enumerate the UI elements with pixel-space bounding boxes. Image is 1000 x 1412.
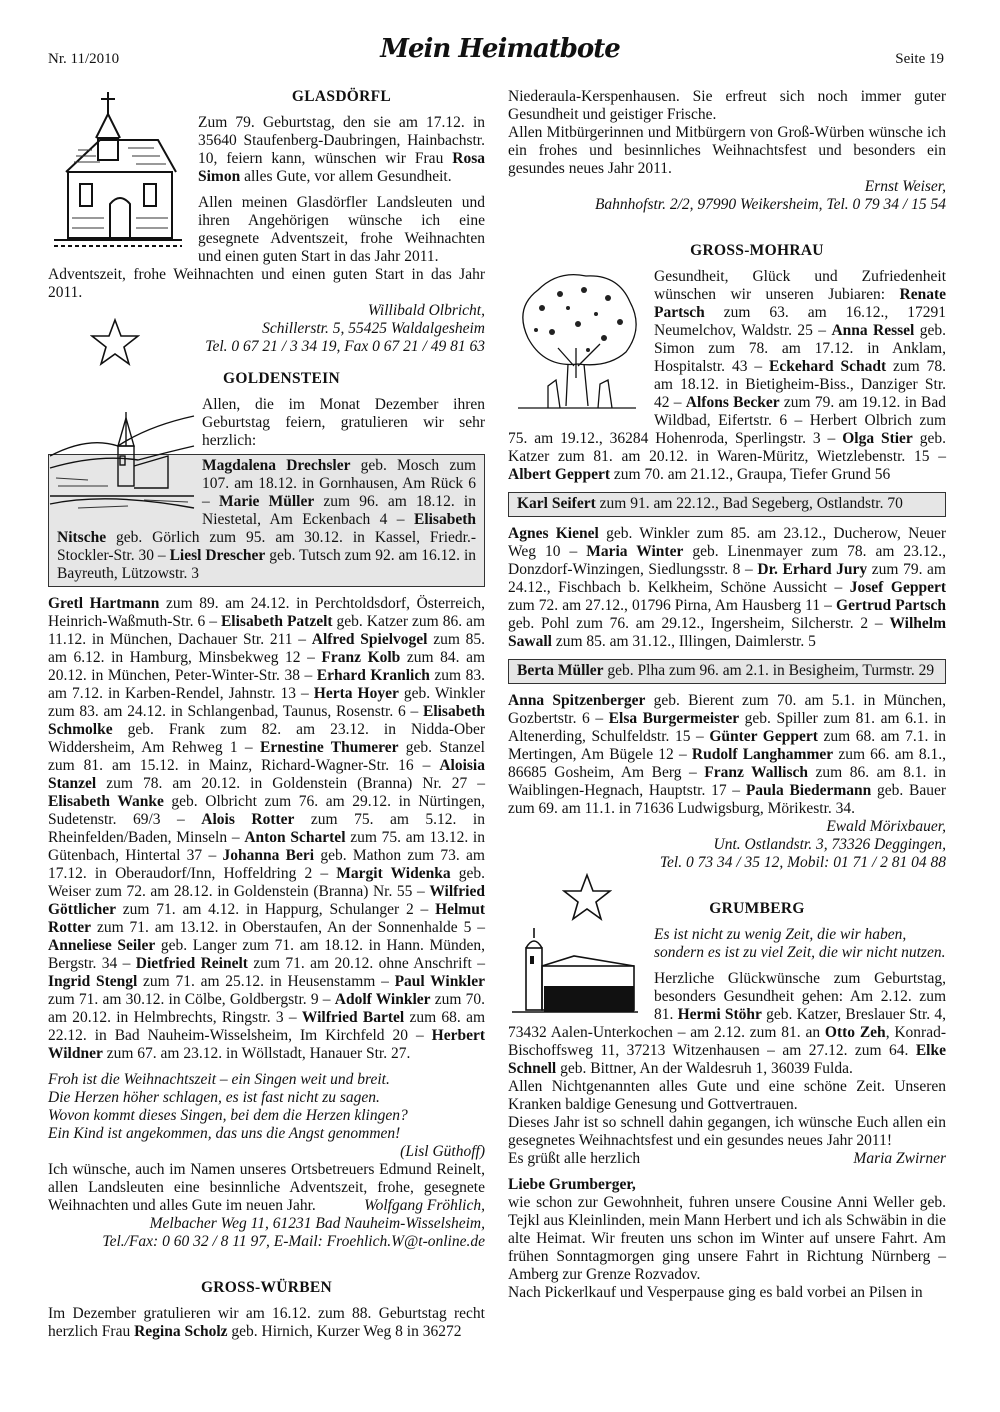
text-run: geb. Stanzel zum 81. am 15.12. in Mainz, Richard-Wagner-Str. 16 – (48, 739, 485, 774)
text-run: geb. Katzer, Breslauer Str. 4, 73432 Aalen-Unterkochen – am 2.12. zum 81. an (508, 1006, 946, 1041)
person-name: Dr. Erhard Jury (757, 561, 868, 578)
grosswuerben-paragraph: Im Dezember gratulieren wir am 16.12. zum 88. Geburtstag recht herzlich Frau Regina Scholz geb. Hirnich, Kurzer Weg 8 in 36272 (48, 1305, 485, 1340)
person-name: Franz Wallisch (704, 764, 808, 781)
text-run: Gesundheit, Glück und Zufriedenheit wünschen wir unseren Jubiaren: (654, 268, 946, 303)
person-name: Otto Zeh (824, 1024, 886, 1041)
text-run: geb. Simon zum 78. am 17.12. in Anklam, Hospitalstr. 43 – (654, 322, 946, 375)
person-name: Wilfried Bartel (301, 1009, 405, 1026)
text-run: geb. Winkler zum 83. am 24.12. in Schlangenbad, Taunus, Rosenstr. 6 – (48, 685, 486, 720)
text-run: geb. Görlich zum 95. am 30.12. in Kassel, Friedr.-Stockler-Str. 30 – (57, 529, 476, 564)
person-name: Helmut Rotter (48, 901, 485, 936)
section-heading-glasdoerfl: GLASDÖRFL (291, 88, 392, 105)
poem-line-2: Die Herzen höher schlagen, es ist fast nicht zu sagen. (48, 1089, 380, 1106)
person-name: Magdalena Drechsler (202, 457, 351, 474)
grosswuerben-signature: Ernst Weiser, (864, 178, 946, 195)
text-run: geb. Frank zum 82. am 23.12. in Nidda-Ober Widdersheim, Am Rehweg 1 – (48, 721, 485, 756)
text-run: geb. Mosch zum 107. am 18.12. in Gornhausen, Am Rück 6 – (202, 457, 477, 510)
person-name: Anna Spitzenberger (508, 692, 646, 709)
page-number: Seite 19 (895, 51, 944, 67)
person-name: Karl Seifert (517, 495, 596, 512)
person-name: Rudolf Langhammer (691, 746, 834, 763)
text-run: zum 91. am 22.12., Bad Segeberg, Ostlandstr. 70 (595, 495, 903, 512)
grumberg-signature: Maria Zwirner (853, 1150, 946, 1167)
text-run: geb. Olbricht zum 76. am 29.12. in Nürtingen, Sudetenstr. 69/3 – (48, 793, 485, 828)
text-run: zum 79. am 24.12., Fischbach b. Kelkheim, Schöne Aussicht – (508, 561, 946, 596)
person-name: Liesl Drescher (169, 547, 266, 564)
grumberg-paragraph-2: Allen Nichtgenannten alles Gute und eine schöne Zeit. Unseren Kranken baldige Genesung und Gottvertrauen. (508, 1078, 946, 1113)
grossmohrau-signature: Ewald Mörixbauer, (826, 818, 946, 835)
person-name: Alois Rotter (201, 811, 295, 828)
chapel-icon (48, 88, 188, 248)
text-run: geb. Mathon zum 73. am 17.12. in Oberaudorf/Inn, Hoffeldring 2 – (48, 847, 485, 882)
text-run: zum 71. am 13.12. in Oberstaufen, An der Sonnenhalde 5 – (91, 919, 485, 936)
person-name: Anton Schartel (244, 829, 346, 846)
section-heading-grossmohrau: GROSS-MOHRAU (690, 242, 824, 259)
text-run: geb. Linenmayer zum 78. am 23.12., Donzdorf-Winzingen, Siedlungsstr. 8 – (508, 543, 946, 578)
person-name: Wilhelm Sawall (508, 615, 946, 650)
goldenstein-birthday-list (48, 595, 485, 1063)
glasdoerfl-signature: Willibald Olbricht, (367, 302, 485, 319)
section-grosswuerben (48, 1279, 485, 1341)
left-column (48, 88, 485, 1341)
text-run: zum 68. am 7.1. in Mertingen, Am Bügele 12 – (508, 728, 946, 763)
section-glasdoerfl (48, 88, 485, 356)
letter-paragraph-1: wie schon zur Gewohnheit, fuhren unsere Cousine Anni Weller geb. Tejkl aus Kleinlinden, mein Mann Herbert und ich als Schwäbin in die alte Heimat. Wir freuten uns schon im Winter auf unsere Fahrt. Am frühen Sonntagmorgen ging unsere Fahrt in Richtung Nürnberg – Amberg zur Grenze Rozvadov. (508, 1194, 946, 1283)
goldenstein-poem (48, 1071, 485, 1143)
text-run: zum 67. am 23.12. in Wöllstadt, Hanauer Str. 27. (102, 1045, 411, 1062)
church-landscape-icon (48, 396, 196, 514)
person-name: Adolf Winkler (334, 991, 431, 1008)
tree-icon (508, 268, 644, 414)
person-name: Hermi Stöhr (677, 1006, 762, 1023)
poem-line-1: Froh ist die Weihnachtszeit – ein Singen weit und breit. (48, 1071, 390, 1088)
person-name: Renate Partsch (654, 286, 946, 321)
section-heading-grumberg: GRUMBERG (709, 900, 805, 917)
text-run: zum 75. am 13.12. in Gütenbach, Hintertal 37 – (48, 829, 485, 864)
person-name: Elisabeth Schmolke (48, 703, 485, 738)
text-run: , Konrad-Bischoffsweg 11, 37213 Witzenhausen – am 27.12. zum 64. (508, 1024, 947, 1059)
person-name: Maria Winter (586, 543, 684, 560)
text-run: zum 86. am 8.1. in Waiblingen-Hegnach, Hauptstr. 17 – (508, 764, 946, 799)
text-run: geb. Plha zum 96. am 2.1. in Besigheim, Turmstr. 29 (603, 662, 935, 679)
grosswuerben-address: Bahnhofstr. 2/2, 97990 Weikersheim, Tel. 0 79 34 / 15 54 (594, 196, 946, 213)
grossmohrau-box-1 (508, 492, 946, 517)
grumberg-church-illustration (508, 926, 642, 1022)
person-name: Johanna Beri (222, 847, 315, 864)
text-run: zum 63. am 16.12., 17291 Neumelchov, Waldstr. 25 – (654, 304, 946, 339)
person-name: Elsa Burgermeister (608, 710, 740, 727)
person-name: Ingrid Stengl (48, 973, 138, 990)
person-name: Herta Hoyer (313, 685, 399, 702)
goldenstein-address: Melbacher Weg 11, 61231 Bad Nauheim-Wisselsheim, (149, 1215, 485, 1232)
text-run: geb. Katzer zum 81. am 20.12. in Waren-Müritz, Wietzlebenstr. 15 – (508, 430, 946, 465)
text-run: zum 89. am 24.12. in Perchtoldsdorf, Österreich, Heinrich-Waßmuth-Str. 6 – (48, 595, 485, 630)
grumberg-quote: Es ist nicht zu wenig Zeit, die wir haben, sondern es ist zu viel Zeit, die wir nicht nutzen. (654, 926, 946, 961)
person-name: Herbert Wildner (48, 1027, 485, 1062)
person-name: Aloisia Stanzel (48, 757, 485, 792)
goldenstein-contact: Tel./Fax: 0 60 32 / 8 11 97, E-Mail: Froehlich.W@t-online.de (102, 1233, 485, 1250)
grosswuerben-continuation-1: Niederaula-Kerspenhausen. Sie erfreut sich noch immer guter Gesundheit und geistiger Frische. (508, 88, 946, 123)
person-name: Margit Widenka (336, 865, 451, 882)
star-icon (562, 873, 612, 921)
person-name: Elke Schnell (508, 1042, 946, 1077)
text-run: zum 71. am 20.12. ohne Anschrift – (247, 955, 485, 972)
person-name: Marie Müller (218, 493, 315, 510)
text-run: geb. Spiller zum 81. am 6.1. in Altenerding, Schulfeldstr. 15 – (508, 710, 946, 745)
person-name: Gretl Hartmann (48, 595, 160, 612)
goldenstein-intro: Allen, die im Monat Dezember ihren Geburtstag feiern, gratulieren wir sehr herzlich: (202, 396, 485, 449)
person-name: Berta Müller (517, 662, 604, 679)
text-run: zum 96. am 18.12. in Niestetal, Am Eckenbach 4 – (202, 493, 476, 528)
person-name: Wilfried Göttlicher (48, 883, 485, 918)
grumberg-paragraph-3: Dieses Jahr ist so schnell dahin gegangen, ich wünsche Euch allen ein gesegnetes Weihnachtsfest und ein gesundes neues Jahr 2011! (508, 1114, 946, 1149)
church-icon (508, 926, 640, 1018)
person-name: Paul Winkler (394, 973, 485, 990)
person-name: Dietfried Reinelt (135, 955, 248, 972)
text-run: zum 66. am 8.1., 86685 Gosheim, Am Berg – (508, 746, 946, 781)
poem-line-3: Wovon kommt dieses Singen, bei dem die Herzen klingen? (48, 1107, 408, 1124)
section-goldenstein (48, 370, 485, 1251)
text-run: Herzliche Glückwünsche zum Geburtstag, besonders Gesundheit gehen: Am 2.12. zum 81. (654, 970, 946, 1023)
glasdoerfl-paragraph-1: Zum 79. Geburtstag, den sie am 17.12. in 35640 Staufenberg-Daubringen, Hainbachstr. 10, feiern kann, wünschen wir Frau Rosa Simon alles Gute, vor allem Gesundheit. (198, 114, 485, 185)
letter-paragraph-2: Nach Pickerlkauf und Vesperpause ging es bald vorbei an Pilsen in (508, 1284, 923, 1301)
text-run: geb. Langer zum 71. am 18.12. in Hann. Münden, Bergstr. 34 – (48, 937, 486, 972)
text-run: geb. Pohl zum 76. am 29.12., Ingersheim, Silcherstr. 2 – (508, 615, 890, 632)
person-name: Alfons Becker (685, 394, 780, 411)
grossmohrau-contact: Tel. 0 73 34 / 35 12, Mobil: 01 71 / 2 81 04 88 (659, 854, 946, 871)
person-name: Erhard Kranlich (316, 667, 430, 684)
text-run: zum 78. am 20.12. in Goldenstein (Branna) Nr. 27 – (96, 775, 485, 792)
person-name: Alfred Spielvogel (311, 631, 428, 648)
poem-author: (Lisl Güthoff) (400, 1143, 485, 1160)
grumberg-greeting: Es grüßt alle herzlich Maria Zwirner (508, 1150, 946, 1167)
section-grumberg (508, 900, 946, 1302)
person-name: Anna Ressel (831, 322, 915, 339)
text-run: zum 71. am 25.12. in Heusenstamm – (137, 973, 395, 990)
glasdoerfl-phone: Tel. 0 67 21 / 3 34 19, Fax 0 67 21 / 49 81 63 (205, 338, 485, 355)
glasdoerfl-paragraph-2: Allen meinen Glasdörfler Landsleuten und ihren Angehörigen wünsche ich eine gesegnete Adventszeit, frohe Weihnachten und einen guten Start in das Jahr 2011. (198, 194, 485, 265)
text-run: geb. Bittner, An der Waldesruh 1, 36039 Fulda. (556, 1060, 853, 1077)
letter-salutation: Liebe Grumberger, (508, 1176, 636, 1193)
text-run: zum 75. am 5.12. in Rheinfelden/Baden, Minseln – (48, 811, 485, 846)
star-divider (90, 318, 140, 366)
person-name: Olga Stier (842, 430, 913, 447)
person-name: Agnes Kienel (508, 525, 599, 542)
text-run: geb. Katzer zum 86. am 11.12. in München, Dachauer Str. 211 – (48, 613, 486, 648)
text-run: zum 85. am 31.12., Illingen, Daimlerstr. 5 (551, 633, 816, 650)
person-name: Albert Geppert (508, 466, 611, 483)
person-name: Eckehard Schadt (769, 358, 887, 375)
text-run: geb. Weiser zum 72. am 28.12. in Goldenstein (Branna) Nr. 55 – (48, 865, 485, 900)
glasdoerfl-paragraph-3: Adventszeit, frohe Weihnachten und einen guten Start in das Jahr 2011. (48, 266, 485, 301)
person-name: Anneliese Seiler (48, 937, 156, 954)
text-run: zum 83. am 7.12. in Karben-Rendel, Jahnstr. 13 – (48, 667, 486, 702)
goldenstein-signature: Wolfgang Fröhlich, (364, 1197, 485, 1214)
text-run: zum 78. am 18.12. in Bietigheim-Biss., Danziger Str. 42 – (654, 358, 946, 411)
grossmohrau-box-2 (508, 659, 946, 684)
text-run: zum 70. am 21.12., Graupa, Tiefer Grund 56 (610, 466, 891, 483)
tree-illustration (508, 268, 646, 416)
grosswuerben-continuation-2: Allen Mitbürgerinnen und Mitbürgern von Groß-Würben wünsche ich ein frohes und besinnliches Weihnachtsfest und besonders ein gesundes neues Jahr 2011. (508, 124, 946, 177)
person-name: Günter Geppert (709, 728, 818, 745)
goldenstein-closing: Ich wünsche, auch im Namen unseres Ortsbetreuers Edmund Reinelt, allen Landsleuten eine besinnliche Adventszeit, frohe, gesegnete Weihnachten und alles Gute im neuen Jahr. Wolfgang Fröhlich, (48, 1161, 485, 1214)
text-run: geb. Bauer zum 69. am 11.1. in 71636 Ludwigsburg, Mörikestr. 34. (508, 782, 947, 817)
person-name: Gertrud Partsch (836, 597, 947, 614)
goldenstein-illustration (48, 396, 198, 514)
text-run: geb. Bierent zum 70. am 5.1. in München, Gozbertstr. 6 – (508, 692, 946, 727)
text-run: zum 84. am 20.12. in München, Peter-Winter-Str. 38 – (48, 649, 486, 684)
section-heading-grosswuerben: GROSS-WÜRBEN (200, 1279, 333, 1296)
text-run: geb. Winkler zum 85. am 23.12., Ducherow, Neuer Weg 10 – (508, 525, 946, 560)
person-name: Paula Biedermann (745, 782, 872, 799)
text-run: zum 79. am 19.12. in Bad Wildbad, Eifertstr. 6 – Herbert Olbrich zum 75. am 19.12., 36284 Hohenroda, Sperlingstr. 3 – (508, 394, 946, 447)
poem-line-4: Ein Kind ist angekommen, das uns die Angst genommen! (48, 1125, 401, 1142)
section-heading-goldenstein: GOLDENSTEIN (223, 370, 340, 387)
issue-number: Nr. 11/2010 (48, 51, 120, 67)
text-run: zum 72. am 27.12., 01796 Pirna, Am Hausberg 11 – (508, 597, 837, 614)
text-run: zum 71. am 30.12. in Cölbe, Goldbergstr. 9 – (48, 991, 335, 1008)
text-run: geb. Tutsch zum 92. am 16.12. in Bayreuth, Lützowstr. 3 (57, 547, 477, 582)
grossmohrau-address: Unt. Ostlandstr. 3, 73326 Deggingen, (713, 836, 946, 853)
chapel-illustration (48, 88, 188, 250)
grossmohrau-birthday-list-3 (508, 692, 946, 818)
text-run: zum 71. am 4.12. in Happurg, Schulanger 2 – (116, 901, 436, 918)
person-name: Ernestine Thumerer (260, 739, 399, 756)
right-column (508, 88, 946, 1302)
star-icon (90, 318, 140, 366)
section-grossmohrau (508, 242, 946, 872)
grossmohrau-birthday-list-2 (508, 525, 946, 651)
star-divider-right (562, 873, 612, 921)
text-run: zum 68. am 22.12. in Bad Nauheim-Wisselsheim, Im Kirchfeld 20 – (48, 1009, 486, 1044)
masthead-title: Mein Heimatbote (380, 34, 620, 64)
person-name: Elisabeth Patzelt (220, 613, 333, 630)
text-run: zum 70. am 20.12. in Helmbrechts, Ringstr. 3 – (48, 991, 486, 1026)
person-name: Franz Kolb (321, 649, 401, 666)
person-name: Josef Geppert (849, 579, 946, 596)
person-name: Elisabeth Nitsche (57, 511, 476, 546)
glasdoerfl-address: Schillerstr. 5, 55425 Waldalgesheim (262, 320, 485, 337)
text-run: zum 85. am 6.12. in Hamburg, Minsbekweg 12 – (48, 631, 486, 666)
person-name: Elisabeth Wanke (48, 793, 164, 810)
